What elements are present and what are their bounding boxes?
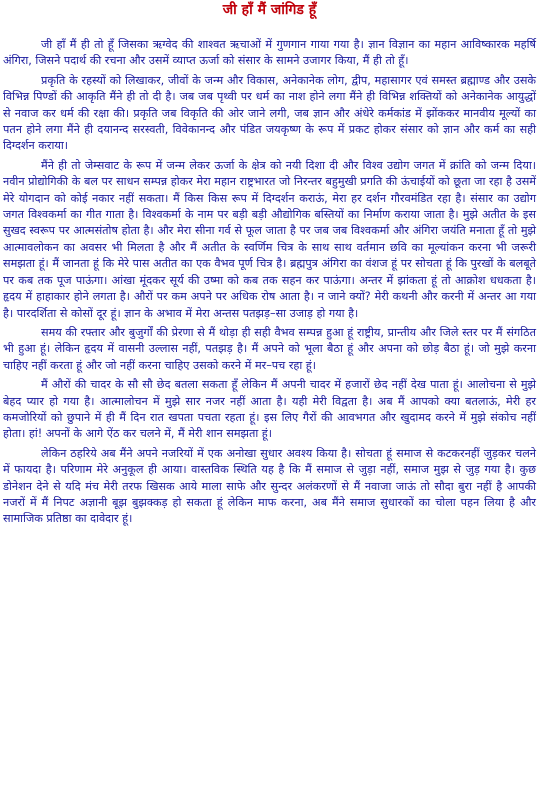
paragraph-2: प्रकृति के रहस्यों को लिखाकर, जीवों के जन्म और विकास, अनेकानेक लोग, द्वीप, महासागर एवं समस्त ब्रह्माण्ड और उसके विभिन्न पिण्डों की आकृति मैंने ही तो दी है। जब जब पृथ्वी पर धर्म का नाश होने लगा मैंने ही विभिन्न शक्तियों को अनेकानेक आयुद्धों से नवाज कर धर्म की रक्षा की। प्रकृति जब विकृति की ओर जाने लगी, जब ज्ञान और अंधेरे कर्मकांड में झोंककर मानवीय मूल्यों का पतन होने लगा मैंने ही दयानन्द सरस्वती, विवेकानन्द और पंडित जयकृष्ण के रूप में प्रकट होकर संसार को ज्ञान और कर्म का सही दिग्दर्शन कराया। [3,73,536,153]
paragraph-5: मैं औरों की चादर के सौ सौ छेद बतला सकता हूँ लेकिन मैं अपनी चादर में हजारों छेद नहीं देख पाता हूं। आलोचना से मुझे बेहद प्यार हो गया है। आत्मालोचन में मुझे सार नजर नहीं आता है। यही मेरी विद्वता है। अब मैं आपको क्या बतलाऊं, मेरी हर कमजोरियों को छुपाने में ही मैं दिन रात खपता पचता रहता हूं। इस लिए गैरों की आवभगत और खुदामद करने में मुझे संकोच नहीं होता। हां! अपनों के आगे ऐंठ कर चलने में, मैं मेरी शान समझता हूं। [3,378,536,441]
paragraph-1: जी हाँ मैं ही तो हूँ जिसका ऋग्वेद की शाश्वत ऋचाओं में गुणगान गाया गया है। ज्ञान विज्ञान का महान आविष्कारक महर्षि अंगिरा, जिसने पदार्थ की रचना और उसमें व्याप्त ऊर्जा को संसार के सामने उजागर किया, मैं ही तो हूँ। [3,38,536,68]
page-title: जी हाँ मैं जांगिड हूँ [222,2,317,18]
article-body [3,37,536,528]
paragraph-4: समय की रफ्तार और बुजुर्गों की प्रेरणा से मैं थोड़ा ही सही वैभव सम्पन्न हुआ हूं राष्ट्रीय, प्रान्तीय और जिले स्तर पर मैं संगठित भी हुआ हूं। लेकिन हृदय में वासनी उल्लास नहीं, पतझड़ है। मैं अपने को भूला बैठा हूं और अपना को छोड़ बैठा हूं। जो मुझे करना चाहिए नहीं करता हूं और जो नहीं करना चाहिए उसको करने में मर–पच रहा हूं। [3,325,536,372]
paragraph-3: मैंने ही तो जेम्सवाट के रूप में जन्म लेकर ऊर्जा के क्षेत्र को नयी दिशा दी और विश्व उद्योग जगत में क्रांति को जन्म दिया। नवीन प्रोद्योगिकी के बल पर साधन सम्पन्न होकर मेरा महान राष्ट्रभारत जो निरन्तर बहुमुखी प्रगति की ऊंचाईयों को छूता जा रहा है उसमें मेरे योगदान को कोई नकार नहीं सकता। मैं किस किस रूप में दिग्दर्शन कराऊं, मेरा हर दर्शन गौरवमंडित रहा है। संसार का उद्योग जगत विश्वकर्मा का गीत गाता है। विश्वकर्मा के नाम पर बड़ी बड़ी औद्योगिक बस्तियों का निर्माण कराया जाता है। मुझे अतीत के इस सुखद स्वरूप पर आत्मसंतोष होता है। और मेरा सीना गर्व से फूल जाता है पर जब जब विश्वकर्मा और अंगिरा जयंति मनाता हूँ तो मुझे आत्मावलोकन का अवसर भी मिलता है और मैं अतीत के स्वर्णिम चित्र के साथ साथ वर्तमान छवि का मूल्यांकन करना भी जरूरी समझता हूं। मैं जानता हूं कि मेरे पास अतीत का एक वैभव पूर्ण चित्र है। ब्रह्मपुत्र अंगिरा का वंशज हूं पर सोचता हूं कि पुरखों के बलबूते पर कब तक पूज पाऊंगा। आंखा मूंदकर सूर्य की उष्मा को कब तक सहन कर पाऊंगा। अन्तर में झांकता हूं तो आक्रोश धधकता है। हृदय में हाहाकार होने लगता है। औरों पर कम अपने पर अधिक रोष आता है। न जाने क्यों? मेरी कथनी और करनी में अन्तर आ गया है। पारदर्शिता से कोसों दूर हूं। ज्ञान के अभाव में मेरा अन्तस पतझड़–सा उजाड़ हो गया है। [3,158,536,320]
paragraph-6: लेकिन ठहरिये अब मैंने अपने नजरियों में एक अनोखा सुधार अवश्य किया है। सोचता हूं समाज से कटकरनहीं जुड़कर चलने में फायदा है। परिणाम मेरे अनुकूल ही आया। वास्तविक स्थिति यह है कि मैं समाज से जुड़ा नहीं, समाज मुझ से जुड़ गया है। कुछ डोनेशन देने से यदि मंच मेरी तरफ खिसक आये माला साफे और सुन्दर अलंकरणों से मैं नवाजा जाऊं तो सौदा बुरा नहीं है आपकी नजरों में मैं निपट अज्ञानी बूझ बुझक्कड़ हो सकता हूं लेकिन माफ करना, अब मैंने समाज सुधारकों का चोला पहन लिया है और सामाजिक प्रतिष्ठा का दावेदार हूं। [3,446,536,526]
